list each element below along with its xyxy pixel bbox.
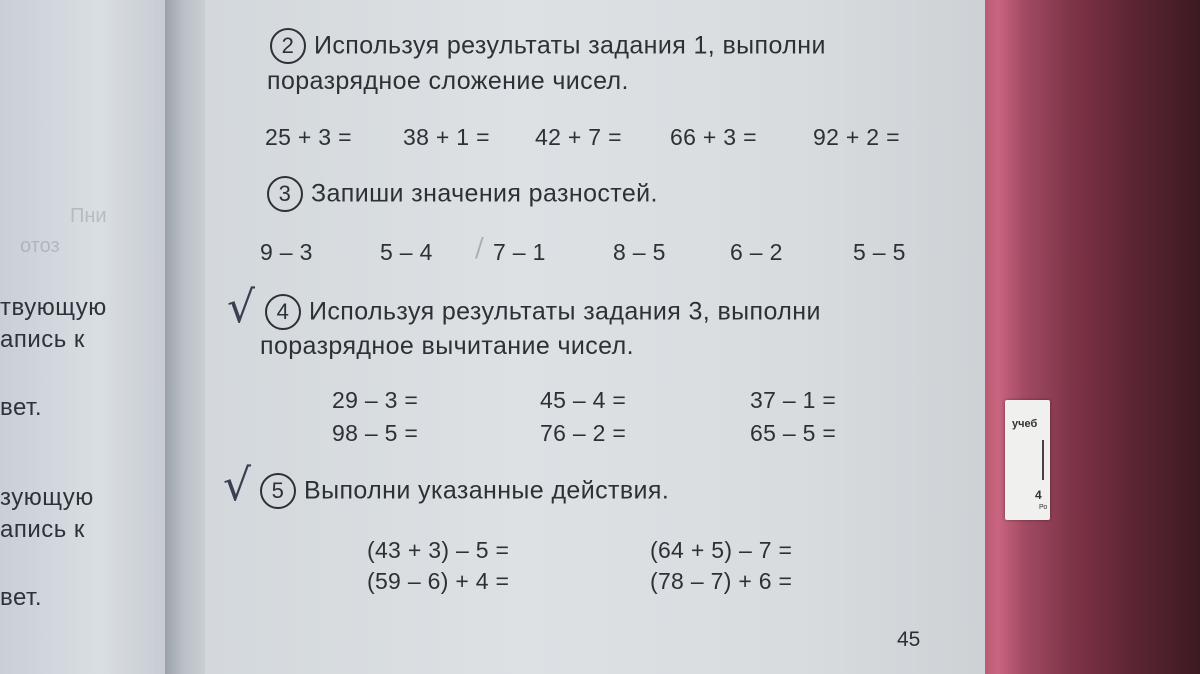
task-2-text-line1: Используя результаты задания 1, выполни <box>314 31 826 60</box>
bookmark-sub: Ро <box>1039 504 1048 511</box>
task-3-heading <box>267 176 658 212</box>
left-page-line: апись к <box>0 326 85 353</box>
exercise: 5 – 4 <box>380 239 433 265</box>
exercise: (43 + 3) – 5 = <box>367 537 510 563</box>
task-number-badge: 4 <box>265 294 301 330</box>
task-5-heading <box>260 473 669 509</box>
bookmark-divider <box>1042 440 1044 480</box>
exercise: 65 – 5 = <box>750 420 837 446</box>
exercise: 29 – 3 = <box>332 387 419 413</box>
exercise: 42 + 7 = <box>535 124 622 150</box>
task-3-text-line1: Запиши значения разностей. <box>311 179 658 208</box>
bookmark-number: 4 <box>1035 488 1042 502</box>
task-5-text-line1: Выполни указанные действия. <box>304 476 670 505</box>
main-page <box>205 0 995 674</box>
task-4-heading <box>265 294 821 330</box>
task-number-badge: 3 <box>267 176 303 212</box>
exercise: 6 – 2 <box>730 239 783 265</box>
page-number: 45 <box>897 628 921 651</box>
left-page-line: зующую <box>0 484 94 511</box>
book-cover <box>985 0 1200 674</box>
exercise: 76 – 2 = <box>540 420 627 446</box>
bookmark-label: учеб <box>1012 418 1038 430</box>
exercise: 92 + 2 = <box>813 124 900 150</box>
checkmark: √ <box>227 282 256 333</box>
task-2-heading <box>270 28 826 64</box>
exercise: (59 – 6) + 4 = <box>367 568 510 594</box>
show-through-text: отоз <box>20 235 60 257</box>
exercise: 98 – 5 = <box>332 420 419 446</box>
left-page-line: вет. <box>0 584 43 611</box>
exercise: 37 – 1 = <box>750 387 837 413</box>
exercise: 45 – 4 = <box>540 387 627 413</box>
checkmark: √ <box>223 460 252 511</box>
exercise: (64 + 5) – 7 = <box>650 537 793 563</box>
task-number-badge: 2 <box>270 28 306 64</box>
task-4-text-line1: Используя результаты задания 3, выполни <box>309 297 821 326</box>
left-page-line: твующую <box>0 294 107 321</box>
task-4-text-line2: поразрядное вычитание чисел. <box>260 332 634 360</box>
exercise: 8 – 5 <box>613 239 666 265</box>
exercise: 9 – 3 <box>260 239 313 265</box>
show-through-text: Пни <box>70 205 107 227</box>
pencil-mark: / <box>475 233 484 263</box>
task-2-text-line2: поразрядное сложение чисел. <box>267 67 629 95</box>
exercise: 25 + 3 = <box>265 124 352 150</box>
exercise: (78 – 7) + 6 = <box>650 568 793 594</box>
exercise: 7 – 1 <box>493 239 546 265</box>
left-page-line: вет. <box>0 394 43 421</box>
exercise: 38 + 1 = <box>403 124 490 150</box>
left-page-line: апись к <box>0 516 85 543</box>
bookmark <box>1005 400 1050 520</box>
exercise: 5 – 5 <box>853 239 906 265</box>
book-gutter <box>165 0 210 674</box>
exercise: 66 + 3 = <box>670 124 757 150</box>
task-number-badge: 5 <box>260 473 296 509</box>
left-page <box>0 0 165 674</box>
